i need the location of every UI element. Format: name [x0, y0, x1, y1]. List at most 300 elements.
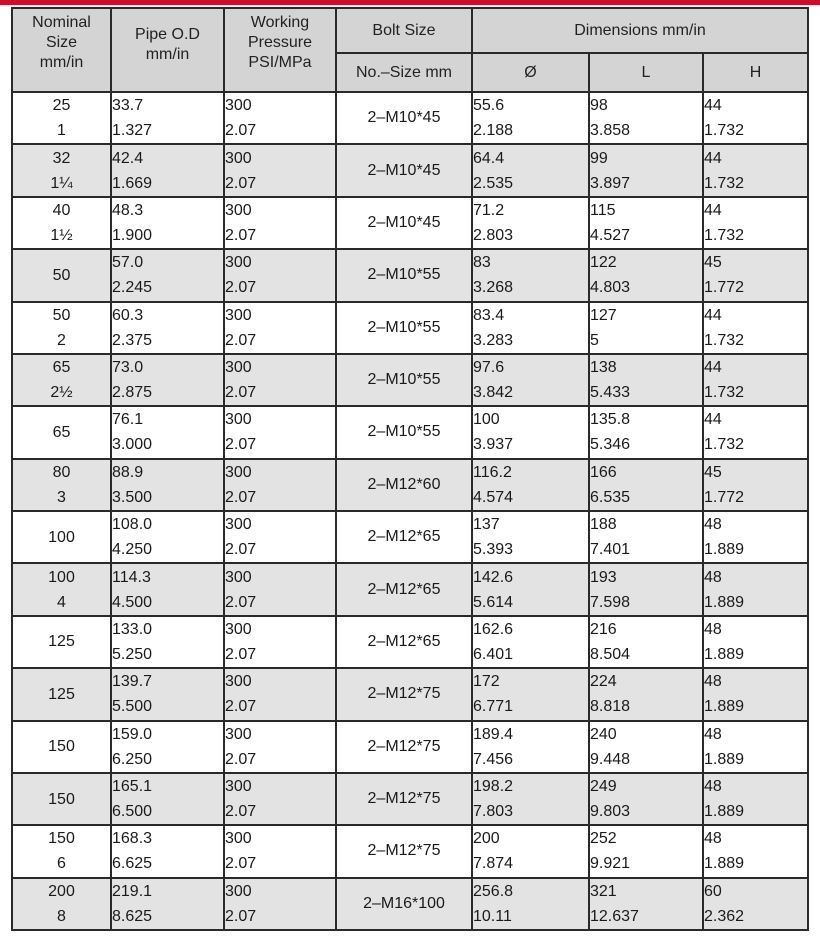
cell-pipe-od-mm: 159.0 [112, 725, 153, 743]
cell-pipe-od-in: 5.500 [112, 698, 153, 716]
cell-dim-h [703, 825, 808, 877]
cell-working-pressure [224, 144, 336, 196]
table-row [12, 825, 808, 877]
cell-working-pressure-mm: 300 [225, 254, 252, 272]
cell-dim-phi [472, 616, 589, 668]
table-row [12, 354, 808, 406]
header-wp-line2: Pressure [247, 34, 313, 51]
cell-dim-l-mm: 321 [590, 882, 617, 900]
cell-dim-h [703, 249, 808, 301]
cell-nominal-size [12, 406, 111, 458]
cell-pipe-od-in: 2.245 [112, 279, 153, 297]
cell-dim-phi-mm: 97.6 [473, 359, 505, 377]
cell-bolt-size: 2–M12*65 [336, 511, 472, 563]
cell-dim-h [703, 92, 808, 144]
cell-dim-l [589, 197, 703, 249]
cell-dim-h-in: 1.889 [704, 593, 745, 611]
cell-bolt-size: 2–M10*45 [336, 144, 472, 196]
cell-dim-phi-in: 6.401 [473, 645, 514, 663]
cell-pipe-od-mm: 139.7 [112, 673, 153, 691]
cell-dim-l [589, 668, 703, 720]
cell-dim-l [589, 406, 703, 458]
cell-working-pressure-mm: 300 [225, 411, 252, 429]
cell-bolt-size: 2–M12*65 [336, 616, 472, 668]
table-row [12, 406, 808, 458]
cell-dim-l-mm: 138 [590, 359, 617, 377]
table-row [12, 616, 808, 668]
cell-pipe-od [111, 302, 224, 354]
cell-dim-h-mm: 45 [704, 463, 722, 481]
cell-nominal-size [12, 459, 111, 511]
cell-dim-h-in: 1.772 [704, 488, 745, 506]
cell-working-pressure-mm: 300 [225, 568, 252, 586]
cell-dim-l-in: 12.637 [590, 907, 639, 925]
cell-pipe-od [111, 144, 224, 196]
cell-dim-h [703, 511, 808, 563]
cell-dim-phi-in: 2.803 [473, 226, 514, 244]
cell-working-pressure-in: 2.07 [225, 907, 257, 925]
cell-nominal-size [12, 511, 111, 563]
cell-dim-h-mm: 48 [704, 516, 722, 534]
cell-dim-l-mm: 188 [590, 516, 617, 534]
cell-dim-phi [472, 511, 589, 563]
cell-pipe-od [111, 354, 224, 406]
cell-nominal-size-mm: 80 [52, 463, 71, 481]
header-pipe-od [111, 8, 224, 92]
cell-bolt-size: 2–M10*55 [336, 249, 472, 301]
cell-nominal-size-mm: 150 [48, 738, 75, 756]
cell-dim-phi-in: 4.574 [473, 488, 514, 506]
cell-pipe-od [111, 878, 224, 930]
cell-working-pressure-in: 2.07 [225, 593, 257, 611]
cell-dim-l-mm: 122 [590, 254, 617, 272]
cell-dim-phi-in: 10.11 [473, 907, 512, 925]
cell-pipe-od-mm: 76.1 [112, 411, 144, 429]
table-row [12, 511, 808, 563]
cell-pipe-od-in: 2.875 [112, 384, 153, 402]
cell-dim-phi-in: 3.268 [473, 279, 514, 297]
cell-working-pressure-in: 2.07 [225, 174, 257, 192]
cell-nominal-size-in: 2½ [50, 384, 73, 402]
cell-dim-l-mm: 240 [590, 725, 617, 743]
cell-dim-l-mm: 127 [590, 306, 617, 324]
cell-working-pressure-mm: 300 [225, 778, 252, 796]
cell-working-pressure [224, 721, 336, 773]
cell-nominal-size [12, 563, 111, 615]
cell-dim-h [703, 668, 808, 720]
cell-dim-h [703, 144, 808, 196]
cell-dim-h-mm: 44 [704, 306, 722, 324]
cell-working-pressure-mm: 300 [225, 516, 252, 534]
cell-dim-h-in: 1.889 [704, 698, 745, 716]
cell-dim-h [703, 878, 808, 930]
cell-nominal-size-mm: 65 [52, 359, 71, 377]
cell-working-pressure [224, 406, 336, 458]
cell-bolt-size: 2–M12*75 [336, 721, 472, 773]
cell-dim-l-mm: 216 [590, 620, 617, 638]
cell-nominal-size [12, 302, 111, 354]
cell-dim-l [589, 354, 703, 406]
cell-dim-h-mm: 48 [704, 725, 722, 743]
cell-pipe-od [111, 197, 224, 249]
cell-dim-l-in: 8.504 [590, 645, 631, 663]
cell-dim-l [589, 773, 703, 825]
cell-pipe-od-mm: 57.0 [112, 254, 144, 272]
cell-working-pressure [224, 773, 336, 825]
cell-nominal-size-mm: 25 [52, 97, 71, 115]
cell-dim-h [703, 459, 808, 511]
cell-dim-h-mm: 45 [704, 254, 722, 272]
table-header [12, 8, 808, 92]
cell-nominal-size-mm: 40 [52, 201, 71, 219]
cell-nominal-size-mm: 50 [52, 306, 71, 324]
cell-pipe-od [111, 92, 224, 144]
cell-dim-h-in: 1.732 [704, 122, 745, 140]
cell-working-pressure [224, 668, 336, 720]
cell-dim-phi-mm: 83 [473, 254, 491, 272]
cell-dim-l [589, 249, 703, 301]
cell-working-pressure-in: 2.07 [225, 436, 257, 454]
cell-working-pressure-mm: 300 [225, 359, 252, 377]
cell-working-pressure-in: 2.07 [225, 226, 257, 244]
cell-working-pressure-mm: 300 [225, 725, 252, 743]
cell-nominal-size [12, 721, 111, 773]
cell-dim-h-mm: 44 [704, 201, 722, 219]
cell-nominal-size-mm: 100 [48, 568, 75, 586]
header-dimensions: Dimensions mm/in [472, 8, 808, 53]
cell-bolt-size: 2–M10*55 [336, 302, 472, 354]
cell-pipe-od [111, 249, 224, 301]
cell-dim-l-in: 7.401 [590, 541, 631, 559]
cell-dim-h [703, 563, 808, 615]
cell-working-pressure [224, 302, 336, 354]
table-row [12, 563, 808, 615]
cell-nominal-size [12, 878, 111, 930]
cell-pipe-od-mm: 133.0 [112, 620, 153, 638]
cell-nominal-size-mm: 125 [48, 633, 75, 651]
cell-dim-l [589, 144, 703, 196]
cell-working-pressure-mm: 300 [225, 149, 252, 167]
cell-working-pressure-in: 2.07 [225, 855, 257, 873]
cell-bolt-size: 2–M10*45 [336, 197, 472, 249]
cell-nominal-size-in: 1½ [50, 226, 73, 244]
cell-pipe-od [111, 563, 224, 615]
cell-dim-phi-mm: 100 [473, 411, 500, 429]
cell-dim-phi-mm: 83.4 [473, 306, 505, 324]
cell-dim-h [703, 773, 808, 825]
table-body [12, 92, 808, 930]
cell-dim-h-mm: 48 [704, 620, 722, 638]
cell-nominal-size [12, 144, 111, 196]
cell-bolt-size: 2–M12*75 [336, 773, 472, 825]
cell-pipe-od-mm: 114.3 [112, 568, 151, 586]
cell-dim-h-in: 1.772 [704, 279, 745, 297]
cell-working-pressure-mm: 300 [225, 882, 252, 900]
cell-dim-h [703, 406, 808, 458]
header-pipe-od-line2: mm/in [145, 46, 190, 63]
cell-dim-phi [472, 563, 589, 615]
cell-working-pressure-mm: 300 [225, 463, 252, 481]
cell-nominal-size [12, 668, 111, 720]
cell-dim-h-in: 1.889 [704, 855, 745, 873]
cell-nominal-size-in: 1¼ [50, 174, 73, 192]
cell-dim-phi [472, 825, 589, 877]
cell-dim-phi [472, 197, 589, 249]
cell-working-pressure-in: 2.07 [225, 279, 257, 297]
cell-dim-l-in: 4.527 [590, 226, 631, 244]
cell-dim-l [589, 616, 703, 668]
cell-dim-l-in: 5 [590, 331, 599, 349]
table-row [12, 302, 808, 354]
cell-dim-l-in: 3.858 [590, 122, 631, 140]
cell-pipe-od-in: 5.250 [112, 645, 153, 663]
cell-working-pressure-mm: 300 [225, 620, 252, 638]
header-nominal-line1: Nominal [32, 14, 91, 31]
header-dim-l: L [589, 53, 703, 92]
cell-nominal-size [12, 825, 111, 877]
cell-working-pressure-mm: 300 [225, 97, 252, 115]
cell-pipe-od-mm: 165.1 [112, 778, 153, 796]
cell-dim-phi-mm: 189.4 [473, 725, 514, 743]
cell-dim-phi-in: 3.842 [473, 384, 514, 402]
cell-nominal-size-in: 1 [57, 122, 66, 140]
cell-pipe-od-mm: 60.3 [112, 306, 144, 324]
cell-dim-phi-in: 5.393 [473, 541, 514, 559]
header-nominal-line2: Size [45, 34, 78, 51]
cell-dim-l-in: 7.598 [590, 593, 631, 611]
cell-pipe-od-mm: 73.0 [112, 359, 144, 377]
cell-dim-l-in: 9.921 [590, 855, 631, 873]
cell-working-pressure-in: 2.07 [225, 488, 257, 506]
cell-dim-h-in: 1.732 [704, 331, 745, 349]
table-row [12, 459, 808, 511]
cell-working-pressure [224, 563, 336, 615]
cell-pipe-od-in: 3.500 [112, 488, 153, 506]
cell-working-pressure-in: 2.07 [225, 698, 257, 716]
cell-dim-h-in: 1.889 [704, 645, 745, 663]
header-wp-line3: PSI/MPa [248, 54, 312, 71]
cell-working-pressure-in: 2.07 [225, 803, 257, 821]
cell-dim-l-mm: 249 [590, 778, 617, 796]
table-row [12, 144, 808, 196]
cell-dim-phi-in: 3.937 [473, 436, 514, 454]
table-row [12, 249, 808, 301]
cell-nominal-size-mm: 100 [48, 528, 75, 546]
cell-pipe-od [111, 668, 224, 720]
cell-nominal-size-mm: 125 [48, 685, 75, 703]
cell-dim-phi-mm: 55.6 [473, 97, 505, 115]
cell-dim-phi-in: 2.535 [473, 174, 514, 192]
cell-dim-phi [472, 878, 589, 930]
cell-pipe-od-in: 8.625 [112, 907, 153, 925]
cell-dim-h [703, 302, 808, 354]
cell-dim-phi [472, 721, 589, 773]
cell-dim-l-mm: 166 [590, 463, 617, 481]
cell-dim-h-in: 1.732 [704, 226, 745, 244]
cell-dim-phi [472, 144, 589, 196]
cell-working-pressure-in: 2.07 [225, 541, 257, 559]
header-nominal-line3: mm/in [39, 54, 84, 71]
cell-dim-h-mm: 44 [704, 411, 722, 429]
cell-pipe-od-mm: 108.0 [112, 516, 153, 534]
cell-pipe-od [111, 406, 224, 458]
cell-working-pressure-mm: 300 [225, 201, 252, 219]
cell-nominal-size-in: 6 [57, 855, 66, 873]
cell-nominal-size [12, 616, 111, 668]
cell-dim-l-mm: 98 [590, 97, 608, 115]
cell-dim-phi [472, 92, 589, 144]
header-wp-line1: Working [250, 14, 310, 31]
cell-dim-h [703, 354, 808, 406]
cell-dim-l [589, 459, 703, 511]
cell-nominal-size-in: 3 [57, 488, 66, 506]
table-row [12, 721, 808, 773]
cell-pipe-od-in: 6.250 [112, 750, 153, 768]
cell-dim-l-in: 9.803 [590, 803, 631, 821]
cell-working-pressure-in: 2.07 [225, 122, 257, 140]
cell-working-pressure [224, 878, 336, 930]
cell-bolt-size: 2–M10*45 [336, 92, 472, 144]
cell-dim-l [589, 92, 703, 144]
cell-dim-phi-mm: 200 [473, 830, 500, 848]
cell-dim-phi-in: 5.614 [473, 593, 514, 611]
cell-nominal-size [12, 354, 111, 406]
cell-dim-h-in: 1.732 [704, 384, 745, 402]
cell-dim-l-mm: 99 [590, 149, 608, 167]
cell-bolt-size: 2–M12*75 [336, 668, 472, 720]
cell-pipe-od-in: 1.900 [112, 226, 153, 244]
cell-nominal-size [12, 249, 111, 301]
cell-nominal-size [12, 197, 111, 249]
cell-dim-phi [472, 773, 589, 825]
cell-dim-h [703, 721, 808, 773]
cell-dim-phi [472, 459, 589, 511]
cell-pipe-od-in: 6.625 [112, 855, 153, 873]
cell-nominal-size-in: 2 [57, 331, 66, 349]
cell-working-pressure-in: 2.07 [225, 645, 257, 663]
cell-nominal-size-mm: 150 [48, 830, 75, 848]
cell-dim-l-mm: 252 [590, 830, 617, 848]
cell-working-pressure-in: 2.07 [225, 331, 257, 349]
header-working-pressure [224, 8, 336, 92]
top-accent-bar [0, 0, 820, 5]
cell-nominal-size-in: 4 [57, 593, 66, 611]
cell-dim-phi-in: 7.803 [473, 803, 514, 821]
cell-pipe-od [111, 511, 224, 563]
cell-dim-phi-mm: 142.6 [473, 568, 514, 586]
cell-dim-l-in: 8.818 [590, 698, 631, 716]
cell-working-pressure [224, 92, 336, 144]
cell-nominal-size-mm: 65 [52, 423, 71, 441]
cell-dim-l [589, 302, 703, 354]
cell-dim-h-in: 1.732 [704, 436, 745, 454]
cell-dim-phi-in: 7.874 [473, 855, 514, 873]
cell-dim-phi-mm: 162.6 [473, 620, 514, 638]
cell-dim-phi [472, 354, 589, 406]
cell-dim-h [703, 197, 808, 249]
cell-dim-phi-in: 2.188 [473, 122, 514, 140]
cell-dim-l-in: 5.433 [590, 384, 631, 402]
cell-bolt-size: 2–M16*100 [336, 878, 472, 930]
cell-nominal-size-in: 8 [57, 907, 66, 925]
table-row [12, 878, 808, 930]
cell-pipe-od-in: 1.327 [112, 122, 153, 140]
cell-dim-l-in: 9.448 [590, 750, 631, 768]
cell-dim-l [589, 563, 703, 615]
cell-bolt-size: 2–M12*75 [336, 825, 472, 877]
cell-dim-l-mm: 115 [590, 201, 616, 219]
cell-dim-h-mm: 44 [704, 149, 722, 167]
cell-dim-phi-in: 6.771 [473, 698, 514, 716]
header-bolt-size: Bolt Size [336, 8, 472, 53]
cell-working-pressure [224, 511, 336, 563]
cell-pipe-od-in: 1.669 [112, 174, 153, 192]
header-dim-phi: Ø [472, 53, 589, 92]
cell-working-pressure-in: 2.07 [225, 384, 257, 402]
cell-pipe-od-mm: 168.3 [112, 830, 153, 848]
cell-bolt-size: 2–M10*55 [336, 406, 472, 458]
cell-dim-phi [472, 302, 589, 354]
cell-pipe-od-in: 4.250 [112, 541, 153, 559]
cell-working-pressure-mm: 300 [225, 830, 252, 848]
cell-dim-l-in: 3.897 [590, 174, 631, 192]
cell-pipe-od-in: 6.500 [112, 803, 153, 821]
cell-dim-phi-mm: 64.4 [473, 149, 505, 167]
cell-dim-l [589, 825, 703, 877]
cell-bolt-size: 2–M12*60 [336, 459, 472, 511]
cell-pipe-od-in: 2.375 [112, 331, 153, 349]
cell-pipe-od-in: 4.500 [112, 593, 153, 611]
cell-bolt-size: 2–M12*65 [336, 563, 472, 615]
cell-nominal-size-mm: 200 [48, 882, 75, 900]
cell-dim-h-mm: 48 [704, 568, 722, 586]
cell-pipe-od [111, 721, 224, 773]
cell-pipe-od-mm: 42.4 [112, 149, 144, 167]
cell-working-pressure [224, 249, 336, 301]
cell-dim-h-in: 2.362 [704, 907, 745, 925]
cell-working-pressure-mm: 300 [225, 306, 252, 324]
cell-dim-l-mm: 135.8 [590, 411, 631, 429]
cell-bolt-size: 2–M10*55 [336, 354, 472, 406]
cell-dim-l-in: 6.535 [590, 488, 631, 506]
cell-dim-l [589, 511, 703, 563]
cell-nominal-size-mm: 32 [52, 149, 71, 167]
cell-dim-l [589, 721, 703, 773]
cell-working-pressure [224, 354, 336, 406]
cell-dim-phi [472, 249, 589, 301]
cell-dim-h-in: 1.889 [704, 541, 745, 559]
cell-nominal-size-mm: 150 [48, 790, 75, 808]
cell-pipe-od [111, 459, 224, 511]
cell-working-pressure [224, 616, 336, 668]
header-pipe-od-line1: Pipe O.D [135, 26, 200, 43]
cell-dim-l-mm: 224 [590, 673, 617, 691]
cell-pipe-od [111, 773, 224, 825]
cell-pipe-od-mm: 219.1 [112, 882, 153, 900]
cell-pipe-od-mm: 48.3 [112, 201, 144, 219]
cell-nominal-size [12, 773, 111, 825]
cell-dim-h-mm: 44 [704, 359, 722, 377]
table-row [12, 773, 808, 825]
cell-dim-phi [472, 668, 589, 720]
cell-dim-phi-mm: 256.8 [473, 882, 514, 900]
cell-nominal-size [12, 92, 111, 144]
cell-pipe-od-mm: 88.9 [112, 463, 144, 481]
table-row [12, 92, 808, 144]
cell-working-pressure [224, 197, 336, 249]
cell-dim-h-in: 1.889 [704, 750, 745, 768]
cell-dim-l-in: 4.803 [590, 279, 631, 297]
